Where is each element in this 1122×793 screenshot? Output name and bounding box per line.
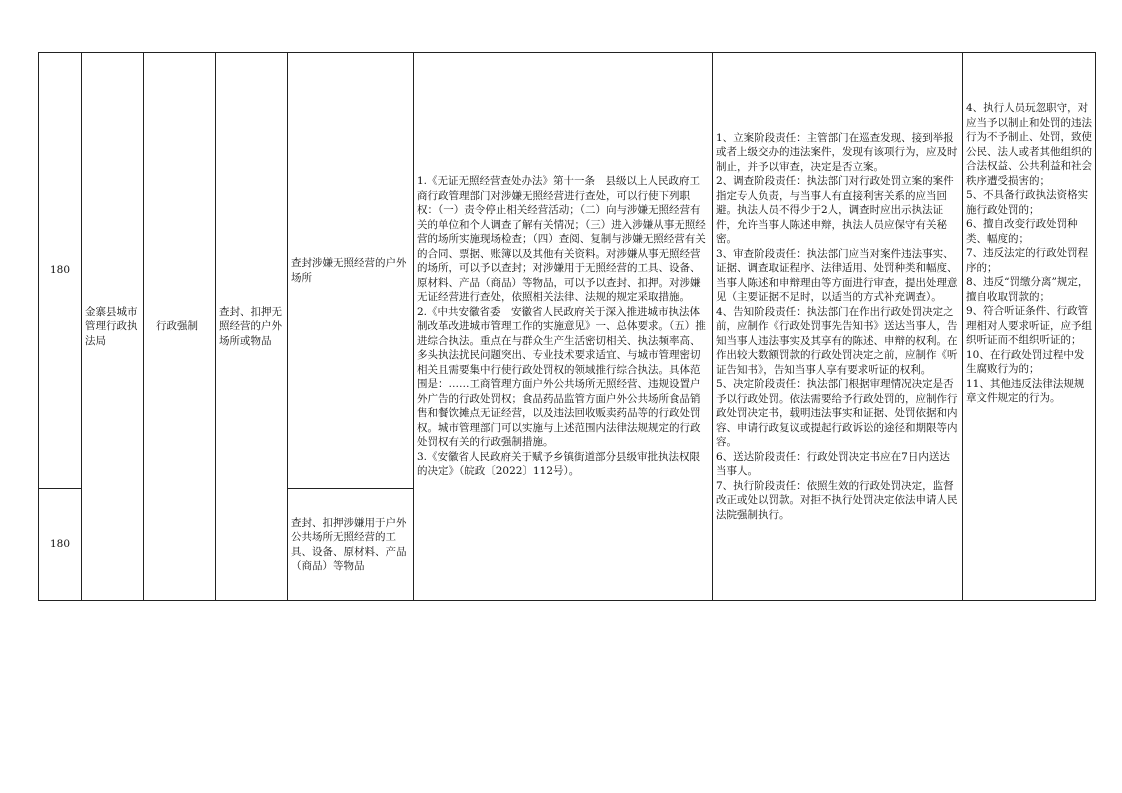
- liability-paragraph: 4、执行人员玩忽职守，对应当予以制止和处罚的违法行为不予制止、处罚，致使公民、法人或者其他组织的合法权益、公共利益和社会秩序遭受损害的；: [966, 102, 1092, 187]
- liability-paragraph: 9、符合听证条件、行政管理相对人要求听证，应予组织听证而不组织听证的；: [966, 305, 1092, 346]
- liability-paragraph: 11、其他违反法律法规规章文件规定的行为。: [966, 377, 1085, 404]
- power-type: 行政强制: [156, 320, 198, 333]
- liability-paragraph: 10、在行政处罚过程中发生腐败行为的；: [966, 348, 1085, 375]
- responsibility-paragraph: 2、调查阶段责任：执法部门对行政处罚立案的案件指定专人负责，与当事人有直接利害关系的应当回避。执法人员不得少于2人，调查时应出示执法证件，允许当事人陈述申辩，执法人员应保守有关秘密。: [716, 175, 954, 246]
- legal-basis-paragraph: 2.《中共安徽省委 安徽省人民政府关于深入推进城市执法体制改革改进城市管理工作的实施意见》一、总体要求。（五）推进综合执法。重点在与群众生产生活密切相关、执法频率高、多头执法扰民问题突出、专业技术要求适宜、与城市管理密切相关且需要集中行使行政处罚权的领域推行综合执法。具体范围是：……工商管理方面户外公共场所无照经营、违规设置户外广告的行政处罚权；食品药品监管方面户外公共场所食品销售和餐饮摊点无证经营，以及违法回收贩卖药品等的行政处罚权。城市管理部门可以实施与上述范围内法律法规规定的行政处罚权有关的行政强制措施。: [417, 305, 706, 449]
- responsibility-paragraph: 6、送达阶段责任：行政处罚决定书应在7日内送达当事人。: [716, 450, 950, 478]
- sub-item-cell: [288, 53, 414, 489]
- row-index: 180: [49, 538, 71, 551]
- liability-paragraph: 5、不具备行政执法资格实施行政处罚的；: [966, 189, 1089, 216]
- power-type-cell: [144, 53, 216, 601]
- department-cell: [82, 53, 144, 601]
- responsibility-cell: [713, 53, 963, 601]
- power-name-cell: [216, 53, 288, 601]
- liability-paragraph: 6、擅自改变行政处罚种类、幅度的；: [966, 218, 1078, 245]
- department-name: 金寨县城市管理行政执法局: [85, 305, 138, 347]
- row-index-cell: [39, 53, 82, 489]
- table-row: [39, 53, 1096, 489]
- row-index-cell: [39, 489, 82, 601]
- responsibility-paragraph: 4、告知阶段责任：执法部门在作出行政处罚决定之前，应制作《行政处罚事先告知书》送达当事人，告知当事人违法事实及其享有的陈述、申辩的权利。在作出较大数额罚款的行政处罚决定之前，应制作《听证告知书》，告知当事人享有要求听证的权利。: [716, 305, 958, 376]
- power-list-table: [38, 52, 1096, 601]
- responsibility-paragraph: 1、立案阶段责任：主管部门在巡查发现、接到举报或者上级交办的违法案件，发现有该项行为，应及时制止，并予以审查，决定是否立案。: [716, 131, 958, 173]
- legal-basis-cell: [414, 53, 713, 601]
- legal-basis-paragraph: 1.《无证无照经营查处办法》第十一条 县级以上人民政府工商行政管理部门对涉嫌无照经营进行查处，可以行使下列职权：（一）责令停止相关经营活动；（二）向与涉嫌无照经营有关的单位和个人调查了解有关情况；（三）进入涉嫌从事无照经营的场所实施现场检查；（四）查阅、复制与涉嫌无照经营有关的合同、票据、账簿以及其他有关资料。对涉嫌从事无照经营的场所，可以予以查封；对涉嫌用于无照经营的工具、设备、原材料、产品（商品）等物品，可以予以查封、扣押。对涉嫌无证经营进行查处，依照相关法律、法规的规定采取措施。: [417, 175, 706, 304]
- responsibility-paragraph: 5、决定阶段责任：执法部门根据审理情况决定是否予以行政处罚。依法需要给予行政处罚的，应制作行政处罚决定书，载明违法事实和证据、处罚依据和内容、申请行政复议或提起行政诉讼的途径和期限等内容。: [716, 378, 958, 449]
- sub-item-cell: [288, 489, 414, 601]
- sub-item-name: 查封、扣押涉嫌用于户外公共场所无照经营的工具、设备、原材料、产品（商品）等物品: [291, 516, 407, 572]
- liability-paragraph: 8、违反“罚缴分离”规定，擅自收取罚款的；: [966, 276, 1089, 303]
- liability-cell: [963, 53, 1096, 601]
- responsibility-paragraph: 7、执行阶段责任：依照生效的行政处罚决定，监督改正或处以罚款。对拒不执行处罚决定依法申请人民法院强制执行。: [716, 479, 958, 521]
- power-name: 查封、扣押无照经营的户外场所或物品: [219, 305, 282, 347]
- liability-paragraph: 7、违反法定的行政处罚程序的；: [966, 247, 1089, 274]
- legal-basis-paragraph: 3.《安徽省人民政府关于赋予乡镇街道部分县级审批执法权限的决定》（皖政〔2022〕112号）。: [417, 450, 701, 478]
- row-index: 180: [49, 264, 71, 277]
- sub-item-name: 查封涉嫌无照经营的户外场所: [291, 257, 407, 284]
- responsibility-paragraph: 3、审查阶段责任：执法部门应当对案件违法事实、证据、调查取证程序、法律适用、处罚种类和幅度、当事人陈述和申辩理由等方面进行审查，提出处理意见（主要证据不足时，以适当的方式补充调查）。: [716, 247, 958, 304]
